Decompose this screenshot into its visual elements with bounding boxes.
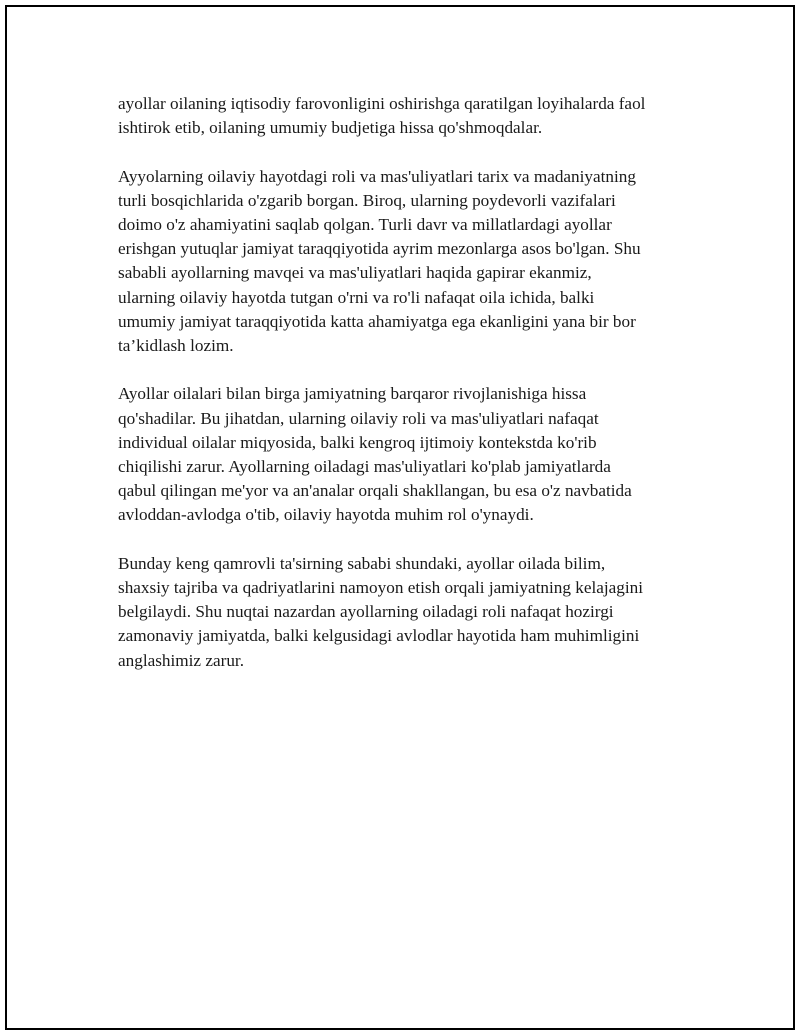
paragraph-line: ishtirok etib, oilaning umumiy budjetiga hissa qo'shmoqdalar.	[118, 118, 543, 138]
paragraph-line: anglashimiz zarur.	[118, 650, 244, 670]
paragraph-3	[118, 382, 698, 527]
paragraph-line: shaxsiy tajriba va qadriyatlarini namoyon etish orqali jamiyatning kelajagini	[118, 578, 644, 598]
paragraph-line: Bunday keng qamrovli ta'sirning sababi shundaki, ayollar oilada bilim,	[118, 553, 606, 573]
paragraph-line: qo'shadilar. Bu jihatdan, ularning oilaviy roli va mas'uliyatlari nafaqat	[118, 408, 599, 428]
paragraph-line: zamonaviy jamiyatda, balki kelgusidagi avlodlar hayotida ham muhimligini	[118, 626, 640, 646]
paragraph-line: belgilaydi. Shu nuqtai nazardan ayollarning oiladagi roli nafaqat hozirgi	[118, 602, 614, 622]
paragraph-line: Ayyolarning oilaviy hayotdagi roli va mas'uliyatlari tarix va madaniyatning	[118, 166, 636, 186]
paragraph-line: ayollar oilaning iqtisodiy farovonligini oshirishga qaratilgan loyihalarda faol	[118, 94, 646, 113]
paragraph-line: sababli ayollarning mavqei va mas'uliyatlari haqida gapirar ekanmiz,	[118, 263, 592, 283]
paragraph-line: Ayollar oilalari bilan birga jamiyatning barqaror rivojlanishiga hissa	[118, 384, 587, 404]
paragraph-line: ta’kidlash lozim.	[118, 336, 234, 356]
paragraph-2	[118, 165, 698, 359]
paragraph-line: qabul qilingan me'yor va an'analar orqali shakllangan, bu esa o'z navbatida	[118, 481, 632, 501]
paragraph-line: umumiy jamiyat taraqqiyotida katta ahamiyatga ega ekanligini yana bir bor	[118, 311, 636, 331]
paragraph-line: ularning oilaviy hayotda tutgan o'rni va ro'li nafaqat oila ichida, balki	[118, 287, 595, 307]
paragraph-line: chiqilishi zarur. Ayollarning oiladagi mas'uliyatlari ko'plab jamiyatlarda	[118, 457, 611, 477]
paragraph-line: doimo o'z ahamiyatini saqlab qolgan. Turli davr va millatlardagi ayollar	[118, 215, 612, 234]
paragraph-line: erishgan yutuqlar jamiyat taraqqiyotida ayrim mezonlarga asos bo'lgan. Shu	[118, 239, 641, 259]
paragraph-line: individual oilalar miqyosida, balki kengroq ijtimoiy kontekstda ko'rib	[118, 432, 597, 452]
document-body	[118, 92, 698, 697]
paragraph-line: turli bosqichlarida o'zgarib borgan. Biroq, ularning poydevorli vazifalari	[118, 190, 616, 210]
paragraph-line: avloddan-avlodga o'tib, oilaviy hayotda muhim rol o'ynaydi.	[118, 505, 534, 525]
paragraph-4	[118, 552, 698, 673]
paragraph-1	[118, 92, 698, 140]
